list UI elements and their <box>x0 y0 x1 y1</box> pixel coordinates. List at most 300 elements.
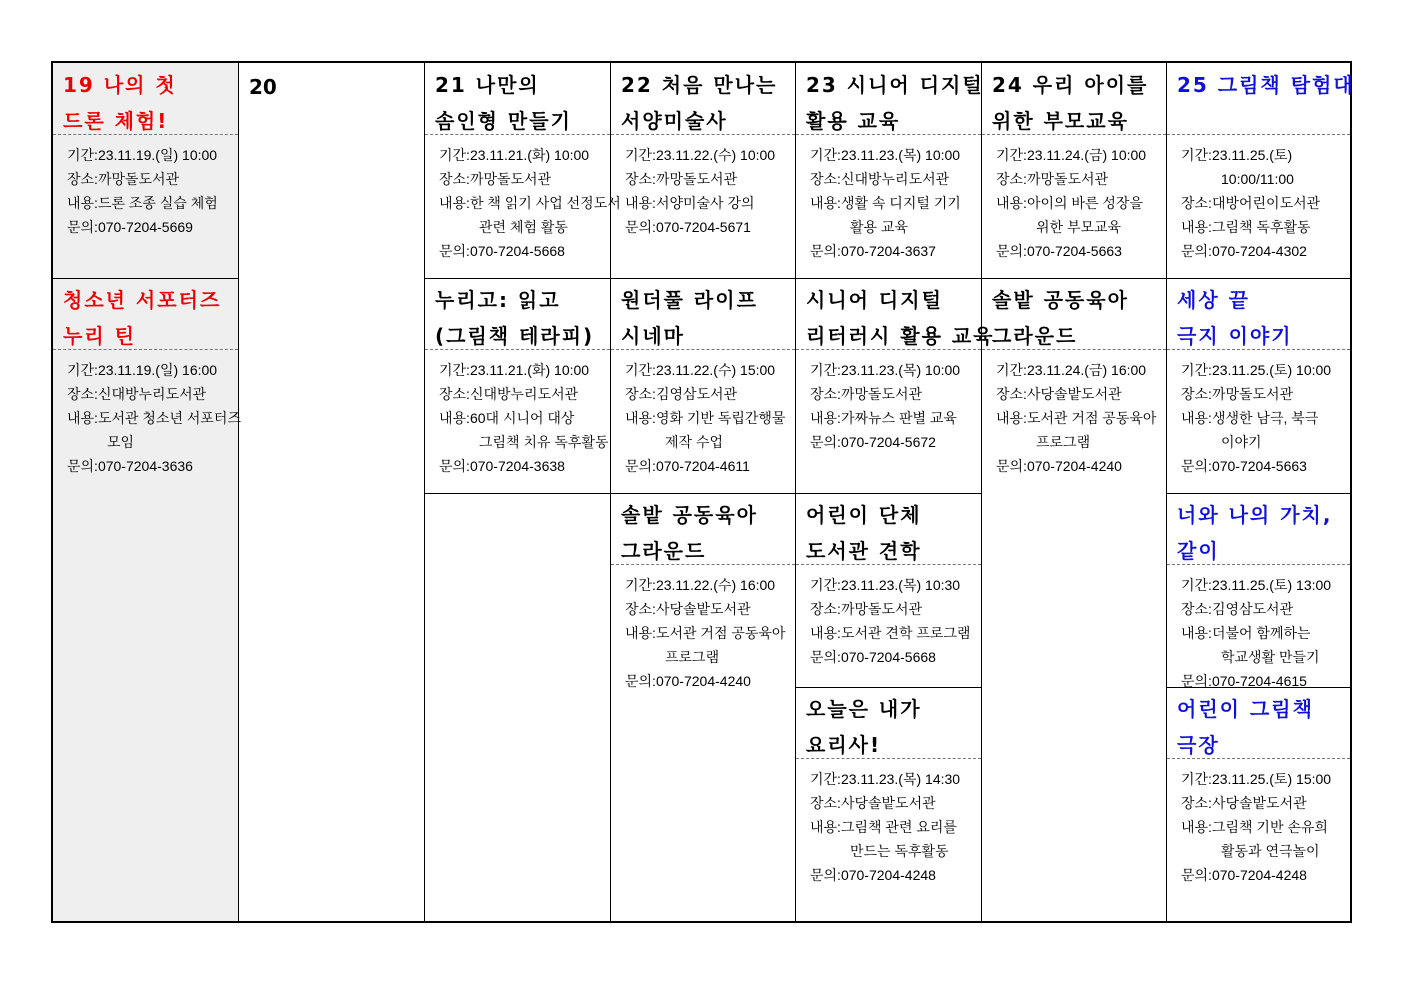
detail-label: 장소: <box>67 171 98 187</box>
event-title-line: 요리사! <box>806 733 882 757</box>
detail-row <box>1181 454 1346 478</box>
detail-label: 장소: <box>996 386 1027 402</box>
detail-row <box>625 143 791 167</box>
detail-value: 23.11.22.(수) 10:00 <box>655 147 776 163</box>
detail-label: 기간: <box>810 771 841 787</box>
detail-row <box>625 573 791 597</box>
detail-value: 도서관 청소년 서포터즈 <box>97 410 241 426</box>
detail-value: 서양미술사 강의 <box>655 195 755 211</box>
detail-value: 신대방누리도서관 <box>469 386 579 402</box>
event-title <box>1167 493 1350 565</box>
detail-row <box>810 430 977 454</box>
event-title-line: 그라운드 <box>992 324 1078 348</box>
event-title-line: 리터러시 활용 교육 <box>806 324 995 348</box>
detail-value: 23.11.25.(토) 15:00 <box>1211 771 1332 787</box>
detail-value: 23.11.23.(목) 10:00 <box>840 362 961 378</box>
detail-label: 문의: <box>439 243 470 259</box>
detail-label: 장소: <box>439 386 470 402</box>
event-title <box>611 63 795 135</box>
detail-row <box>810 191 977 215</box>
event-title-line: 원더풀 라이프 <box>621 288 758 312</box>
day-column-25 <box>1167 63 1355 921</box>
detail-value: 신대방누리도서관 <box>97 386 207 402</box>
event-title-line: 너와 나의 가치, <box>1177 503 1333 527</box>
detail-value: 070-7204-4302 <box>1211 243 1307 259</box>
detail-value: 23.11.25.(토) 13:00 <box>1211 577 1332 593</box>
detail-value: 070-7204-5668 <box>469 243 565 259</box>
detail-row <box>1181 143 1346 167</box>
detail-row <box>1181 767 1346 791</box>
event-details <box>796 136 981 263</box>
event-title-line: 23 시니어 디지털 <box>806 73 984 97</box>
detail-label: 문의: <box>996 243 1027 259</box>
detail-label: 문의: <box>67 219 98 235</box>
row-divider <box>982 278 1166 279</box>
detail-label: 내용: <box>439 410 470 426</box>
event-title <box>611 493 795 565</box>
detail-label: 내용: <box>996 195 1027 211</box>
detail-row <box>625 358 791 382</box>
detail-value: 사당솔밭도서관 <box>1211 795 1307 811</box>
detail-label: 문의: <box>439 458 470 474</box>
event-title <box>53 278 238 350</box>
detail-value: 까망돌도서관 <box>469 171 552 187</box>
detail-label: 장소: <box>1181 601 1212 617</box>
row-divider <box>611 278 795 279</box>
detail-value: 생활 속 디지털 기기 <box>840 195 961 211</box>
event-title-line: 누리고: 읽고 <box>435 288 561 312</box>
detail-label: 장소: <box>67 386 98 402</box>
detail-label: 기간: <box>67 362 98 378</box>
event-title-line: 솜인형 만들기 <box>435 109 572 133</box>
detail-row <box>67 143 234 167</box>
detail-row <box>1181 382 1346 406</box>
detail-label: 내용: <box>810 819 841 835</box>
detail-value: 23.11.21.(화) 10:00 <box>469 147 590 163</box>
event-details <box>611 351 795 478</box>
detail-row <box>439 358 606 382</box>
detail-value: 60대 시니어 대상 <box>469 410 575 426</box>
detail-row <box>1181 621 1346 645</box>
day-column-24 <box>982 63 1167 921</box>
detail-label: 장소: <box>439 171 470 187</box>
detail-row <box>439 406 606 430</box>
detail-label: 문의: <box>1181 867 1212 883</box>
detail-value: 영화 기반 독립간행물 <box>655 410 786 426</box>
day-column-19 <box>53 63 239 921</box>
detail-value: 까망돌도서관 <box>655 171 738 187</box>
detail-value: 070-7204-4611 <box>655 458 750 474</box>
detail-label: 기간: <box>810 362 841 378</box>
detail-label: 장소: <box>810 386 841 402</box>
detail-row <box>810 239 977 263</box>
detail-label: 문의: <box>810 434 841 450</box>
detail-continuation: 위한 부모교육 <box>1036 219 1122 235</box>
detail-row <box>996 454 1162 478</box>
event-details <box>796 351 981 454</box>
detail-row <box>1181 406 1346 430</box>
detail-value: 070-7204-4240 <box>655 673 751 689</box>
detail-value: 까망돌도서관 <box>1211 386 1294 402</box>
detail-value: 070-7204-3636 <box>97 458 193 474</box>
detail-value: 070-7204-4615 <box>1211 673 1307 689</box>
detail-label: 기간: <box>625 577 656 593</box>
event-title-line: 드론 체험! <box>63 109 169 133</box>
detail-row <box>810 597 977 621</box>
detail-row <box>810 167 977 191</box>
detail-label: 장소: <box>1181 386 1212 402</box>
event-details <box>1167 760 1350 887</box>
detail-value: 그림책 관련 요리를 <box>840 819 957 835</box>
detail-label: 문의: <box>996 458 1027 474</box>
detail-value: 23.11.19.(일) 10:00 <box>97 147 218 163</box>
detail-row <box>625 597 791 621</box>
detail-row <box>625 382 791 406</box>
event-details <box>1167 566 1350 693</box>
event-title-line: 24 우리 아이를 <box>992 73 1149 97</box>
detail-row <box>996 406 1162 430</box>
event-title <box>796 63 984 135</box>
detail-value: 더불어 함께하는 <box>1211 625 1311 641</box>
detail-value: 070-7204-5669 <box>97 219 193 235</box>
detail-label: 내용: <box>439 195 470 211</box>
detail-label: 장소: <box>625 601 656 617</box>
detail-value: 070-7204-4248 <box>840 867 936 883</box>
event-title-line: 어린이 단체 <box>806 503 922 527</box>
row-divider <box>796 278 981 279</box>
detail-value: 김영삼도서관 <box>655 386 738 402</box>
detail-value: 23.11.21.(화) 10:00 <box>469 362 590 378</box>
event-title-line: 솔밭 공동육아 <box>992 288 1129 312</box>
detail-label: 내용: <box>1181 219 1212 235</box>
detail-label: 내용: <box>996 410 1027 426</box>
row-divider <box>796 687 981 688</box>
detail-label: 기간: <box>996 362 1027 378</box>
detail-label: 기간: <box>1181 362 1212 378</box>
detail-label: 문의: <box>1181 458 1212 474</box>
detail-label: 내용: <box>625 195 656 211</box>
detail-row <box>810 621 977 645</box>
event-title <box>1167 687 1350 759</box>
detail-row <box>1181 815 1346 839</box>
detail-row <box>810 406 977 430</box>
day-column-20 <box>239 63 425 921</box>
detail-label: 장소: <box>1181 195 1212 211</box>
event-title-line: 청소년 서포터즈 <box>63 288 222 312</box>
day-column-23 <box>796 63 995 921</box>
detail-value: 사당솔밭도서관 <box>840 795 936 811</box>
event-title-line: 서양미술사 <box>621 109 728 133</box>
detail-value: 아이의 바른 성장을 <box>1026 195 1143 211</box>
detail-label: 내용: <box>1181 819 1212 835</box>
event-title <box>1167 278 1350 350</box>
event-title <box>796 493 981 565</box>
day-column-21 <box>425 63 621 921</box>
detail-label: 내용: <box>67 410 98 426</box>
day-column-22 <box>611 63 796 921</box>
detail-value: 23.11.22.(수) 15:00 <box>655 362 776 378</box>
detail-value: 23.11.25.(토) <box>1211 147 1293 163</box>
detail-row <box>810 815 977 839</box>
row-divider <box>425 278 610 279</box>
detail-continuation: 10:00/11:00 <box>1221 171 1294 187</box>
detail-continuation: 학교생활 만들기 <box>1221 649 1320 665</box>
detail-value: 23.11.23.(목) 14:30 <box>840 771 961 787</box>
detail-row <box>625 621 791 645</box>
detail-value: 생생한 남극, 북극 <box>1211 410 1319 426</box>
detail-row <box>625 191 791 215</box>
detail-row <box>810 645 977 669</box>
detail-continuation: 만드는 독후활동 <box>850 843 949 859</box>
detail-row <box>625 669 791 693</box>
event-title <box>425 63 610 135</box>
event-title-line: 도서관 견학 <box>806 539 922 563</box>
event-details <box>982 136 1166 263</box>
detail-row <box>439 167 606 191</box>
row-divider <box>1167 493 1350 494</box>
event-details <box>425 136 621 263</box>
detail-label: 내용: <box>1181 410 1212 426</box>
row-divider <box>425 493 610 494</box>
event-title-line: 오늘은 내가 <box>806 697 922 721</box>
event-title-line: 22 처음 만나는 <box>621 73 778 97</box>
detail-continuation: 제작 수업 <box>665 434 723 450</box>
detail-value: 23.11.19.(일) 16:00 <box>97 362 218 378</box>
detail-row <box>1181 215 1346 239</box>
detail-row <box>1181 863 1346 887</box>
detail-row <box>1181 239 1346 263</box>
detail-value: 도서관 거점 공동육아 <box>655 625 786 641</box>
detail-label: 기간: <box>625 362 656 378</box>
detail-row <box>67 406 241 430</box>
detail-row <box>439 239 606 263</box>
detail-row <box>1181 791 1346 815</box>
event-details <box>1167 351 1350 478</box>
detail-label: 기간: <box>1181 771 1212 787</box>
detail-row <box>625 215 791 239</box>
detail-row <box>625 167 791 191</box>
event-details <box>611 566 795 693</box>
detail-value: 23.11.23.(목) 10:30 <box>840 577 961 593</box>
detail-label: 내용: <box>810 410 841 426</box>
detail-continuation: 프로그램 <box>1036 434 1091 450</box>
detail-row <box>67 191 234 215</box>
detail-label: 장소: <box>1181 795 1212 811</box>
detail-value: 23.11.25.(토) 10:00 <box>1211 362 1332 378</box>
detail-label: 내용: <box>625 625 656 641</box>
detail-label: 문의: <box>1181 673 1212 689</box>
detail-row <box>810 767 977 791</box>
detail-label: 기간: <box>625 147 656 163</box>
detail-label: 문의: <box>810 649 841 665</box>
detail-value: 사당솔밭도서관 <box>1026 386 1122 402</box>
detail-continuation: 프로그램 <box>665 649 720 665</box>
detail-label: 기간: <box>810 147 841 163</box>
detail-label: 장소: <box>625 171 656 187</box>
detail-label: 내용: <box>810 625 841 641</box>
detail-label: 장소: <box>810 795 841 811</box>
detail-row <box>996 191 1162 215</box>
event-title <box>1167 63 1355 135</box>
detail-label: 문의: <box>625 458 656 474</box>
detail-label: 기간: <box>439 147 470 163</box>
detail-label: 기간: <box>439 362 470 378</box>
detail-label: 문의: <box>1181 243 1212 259</box>
weekly-calendar <box>51 61 1355 923</box>
event-title-line: 같이 <box>1177 539 1220 563</box>
detail-value: 도서관 견학 프로그램 <box>840 625 971 641</box>
event-title-line: 어린이 그림책 <box>1177 697 1314 721</box>
detail-row <box>810 573 977 597</box>
detail-row <box>1181 358 1346 382</box>
event-title-line: 25 그림책 탐험대 <box>1177 73 1355 97</box>
event-title <box>796 278 995 350</box>
detail-row <box>996 167 1162 191</box>
day-number: 20 <box>249 75 277 99</box>
detail-continuation: 모임 <box>107 434 135 450</box>
detail-label: 기간: <box>67 147 98 163</box>
detail-label: 장소: <box>810 601 841 617</box>
detail-value: 한 책 읽기 사업 선정도서 <box>469 195 621 211</box>
event-title-line: 활용 교육 <box>806 109 901 133</box>
detail-continuation: 관련 체험 활동 <box>479 219 568 235</box>
detail-row <box>996 143 1162 167</box>
detail-value: 그림책 기반 손유희 <box>1211 819 1328 835</box>
detail-label: 장소: <box>996 171 1027 187</box>
detail-continuation: 이야기 <box>1221 434 1262 450</box>
detail-value: 까망돌도서관 <box>1026 171 1109 187</box>
detail-value: 070-7204-3637 <box>840 243 936 259</box>
detail-row <box>810 358 977 382</box>
detail-row <box>625 454 791 478</box>
detail-row <box>625 406 791 430</box>
detail-value: 070-7204-4248 <box>1211 867 1307 883</box>
event-title-line: 시네마 <box>621 324 685 348</box>
event-title <box>53 63 238 135</box>
detail-label: 기간: <box>1181 577 1212 593</box>
event-title <box>796 687 981 759</box>
detail-value: 도서관 거점 공동육아 <box>1026 410 1157 426</box>
detail-row <box>810 382 977 406</box>
event-details <box>611 136 795 239</box>
detail-row <box>67 382 234 406</box>
detail-row <box>439 143 606 167</box>
detail-row <box>67 358 234 382</box>
event-title-line: 19 나의 첫 <box>63 73 177 97</box>
event-title-line: 극장 <box>1177 733 1220 757</box>
detail-value: 까망돌도서관 <box>840 601 923 617</box>
event-title <box>982 63 1166 135</box>
detail-label: 내용: <box>67 195 98 211</box>
detail-row <box>810 143 977 167</box>
detail-row <box>810 791 977 815</box>
detail-value: 대방어린이도서관 <box>1211 195 1321 211</box>
detail-value: 23.11.24.(금) 16:00 <box>1026 362 1147 378</box>
detail-continuation: 활동과 연극놀이 <box>1221 843 1320 859</box>
detail-row <box>67 454 234 478</box>
detail-value: 23.11.22.(수) 16:00 <box>655 577 776 593</box>
event-title-line: 위한 부모교육 <box>992 109 1129 133</box>
detail-label: 장소: <box>625 386 656 402</box>
event-title-line: 세상 끝 <box>1177 288 1250 312</box>
event-title-line: 그라운드 <box>621 539 707 563</box>
event-details <box>425 351 610 478</box>
detail-row <box>439 191 621 215</box>
detail-value: 까망돌도서관 <box>840 386 923 402</box>
detail-row <box>1181 573 1346 597</box>
detail-label: 내용: <box>625 410 656 426</box>
detail-value: 070-7204-4240 <box>1026 458 1122 474</box>
detail-row <box>439 454 606 478</box>
detail-label: 기간: <box>1181 147 1212 163</box>
event-details <box>796 566 981 669</box>
detail-label: 문의: <box>67 458 98 474</box>
detail-continuation: 활용 교육 <box>850 219 908 235</box>
detail-value: 070-7204-5663 <box>1211 458 1307 474</box>
detail-label: 장소: <box>810 171 841 187</box>
detail-value: 070-7204-5671 <box>655 219 751 235</box>
detail-row <box>810 863 977 887</box>
detail-row <box>439 382 606 406</box>
detail-row <box>996 239 1162 263</box>
detail-continuation: 그림책 치유 독후활동 <box>479 434 609 450</box>
event-title-line: (그림책 테라피) <box>435 324 595 348</box>
detail-row <box>996 382 1162 406</box>
event-title-line: 극지 이야기 <box>1177 324 1293 348</box>
event-title <box>611 278 795 350</box>
detail-label: 문의: <box>810 867 841 883</box>
detail-value: 김영삼도서관 <box>1211 601 1294 617</box>
event-details <box>1167 136 1350 263</box>
row-divider <box>1167 687 1350 688</box>
detail-value: 가짜뉴스 판별 교육 <box>840 410 957 426</box>
row-divider <box>796 493 981 494</box>
row-divider <box>53 278 238 279</box>
detail-row <box>1181 191 1346 215</box>
row-divider <box>1167 278 1350 279</box>
detail-label: 내용: <box>810 195 841 211</box>
detail-value: 드론 조종 실습 체험 <box>97 195 218 211</box>
event-title <box>982 278 1166 350</box>
detail-label: 문의: <box>810 243 841 259</box>
detail-row <box>67 167 234 191</box>
event-details <box>53 136 238 239</box>
detail-label: 기간: <box>810 577 841 593</box>
detail-value: 사당솔밭도서관 <box>655 601 751 617</box>
detail-value: 신대방누리도서관 <box>840 171 950 187</box>
event-title-line: 시니어 디지털 <box>806 288 943 312</box>
detail-value: 23.11.24.(금) 10:00 <box>1026 147 1147 163</box>
detail-row <box>1181 597 1346 621</box>
detail-row <box>67 215 234 239</box>
detail-label: 기간: <box>996 147 1027 163</box>
detail-row <box>996 358 1162 382</box>
detail-value: 그림책 독후활동 <box>1211 219 1311 235</box>
detail-value: 23.11.23.(목) 10:00 <box>840 147 961 163</box>
detail-label: 문의: <box>625 219 656 235</box>
event-title <box>425 278 610 350</box>
detail-value: 070-7204-3638 <box>469 458 565 474</box>
event-details <box>53 351 241 478</box>
detail-value: 070-7204-5668 <box>840 649 936 665</box>
event-title-line: 솔밭 공동육아 <box>621 503 758 527</box>
event-details <box>796 760 981 887</box>
event-title-line: 누리 틴 <box>63 324 136 348</box>
event-title-line: 21 나만의 <box>435 73 540 97</box>
detail-value: 까망돌도서관 <box>97 171 180 187</box>
row-divider <box>611 493 795 494</box>
detail-label: 문의: <box>625 673 656 689</box>
